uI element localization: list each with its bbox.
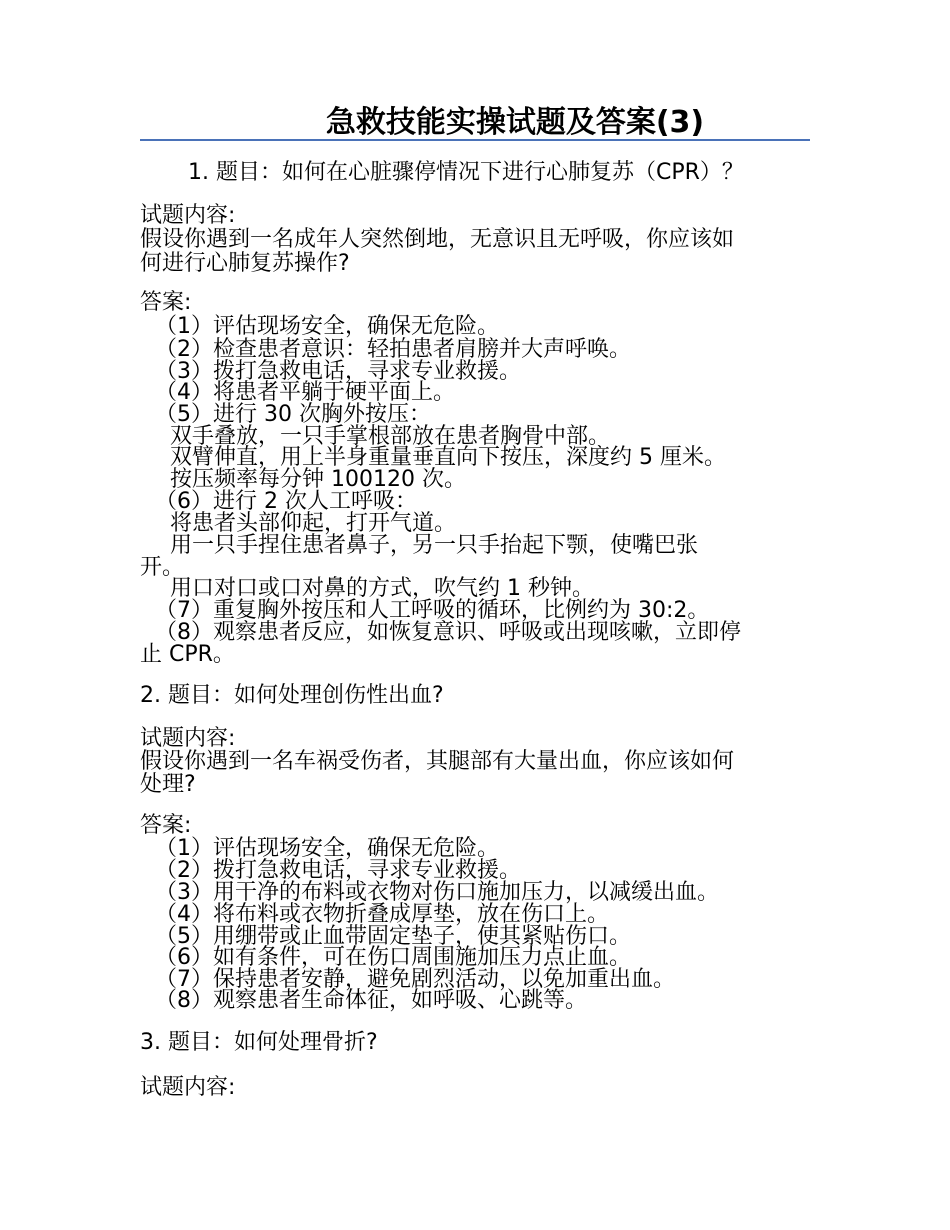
answer-substep: 按压频率每分钟 100120 次。 (170, 467, 466, 492)
answer-step: （8）观察患者生命体征，如呼吸、心跳等。 (155, 988, 587, 1013)
answer-step: （6）进行 2 次人工呼吸： (155, 489, 417, 514)
question-1-content-label: 试题内容: (140, 203, 236, 228)
document-title: 急救技能实操试题及答案(3) (325, 105, 705, 140)
question-3-heading: 3. 题目：如何处理骨折? (140, 1030, 378, 1055)
question-1-answer-label: 答案: (140, 290, 192, 315)
question-2-content-line: 假设你遇到一名车祸受伤者，其腿部有大量出血，你应该如何 (140, 749, 735, 774)
question-2-answer-label: 答案: (140, 813, 192, 838)
answer-step: （6）如有条件，可在伤口周围施加压力点止血。 (155, 945, 631, 970)
answer-substep: 双手叠放，一只手掌根部放在患者胸骨中部。 (170, 424, 611, 449)
answer-step: （7）保持患者安静，避免剧烈活动，以免加重出血。 (155, 967, 675, 992)
answer-substep-continued: 开。 (140, 555, 185, 580)
answer-step: （1）评估现场安全，确保无危险。 (155, 314, 499, 339)
answer-substep: 双臂伸直，用上半身重量垂直向下按压，深度约 5 厘米。 (170, 445, 726, 470)
question-1-heading: 1. 题目：如何在心脏骤停情况下进行心肺复苏（CPR）？ (188, 160, 744, 185)
answer-step: （5）进行 30 次胸外按压： (155, 402, 431, 427)
answer-substep: 将患者头部仰起，打开气道。 (170, 511, 457, 536)
answer-step: （8）观察患者反应，如恢复意识、呼吸或出现咳嗽，立即停 (155, 620, 741, 645)
answer-step: （4）将患者平躺于硬平面上。 (155, 380, 455, 405)
answer-step-continued: 止 CPR。 (140, 642, 235, 667)
title-underline (140, 139, 810, 141)
question-2-content-line: 处理? (140, 772, 196, 797)
answer-step: （4）将布料或衣物折叠成厚垫，放在伤口上。 (155, 902, 609, 927)
answer-substep: 用一只手捏住患者鼻子，另一只手抬起下颚，使嘴巴张 (170, 533, 699, 558)
answer-step: （3）拨打急救电话，寻求专业救援。 (155, 359, 521, 384)
question-3-content-label: 试题内容: (140, 1075, 236, 1100)
question-1-content-line: 何进行心肺复苏操作? (140, 251, 350, 276)
answer-step: （3）用干净的布料或衣物对伤口施加压力，以减缓出血。 (155, 880, 719, 905)
answer-step: （5）用绷带或止血带固定垫子，使其紧贴伤口。 (155, 924, 631, 949)
question-1-content-line: 假设你遇到一名成年人突然倒地，无意识且无呼吸，你应该如 (140, 227, 735, 252)
answer-step: （1）评估现场安全，确保无危险。 (155, 836, 499, 861)
answer-step: （2）检查患者意识：轻拍患者肩膀并大声呼唤。 (155, 337, 631, 362)
question-2-content-label: 试题内容: (140, 726, 236, 751)
answer-step: （7）重复胸外按压和人工呼吸的循环，比例约为 30:2。 (155, 598, 710, 623)
answer-step: （2）拨打急救电话，寻求专业救援。 (155, 858, 521, 883)
answer-substep: 用口对口或口对鼻的方式，吹气约 1 秒钟。 (170, 576, 594, 601)
question-2-heading: 2. 题目：如何处理创伤性出血? (140, 683, 444, 708)
